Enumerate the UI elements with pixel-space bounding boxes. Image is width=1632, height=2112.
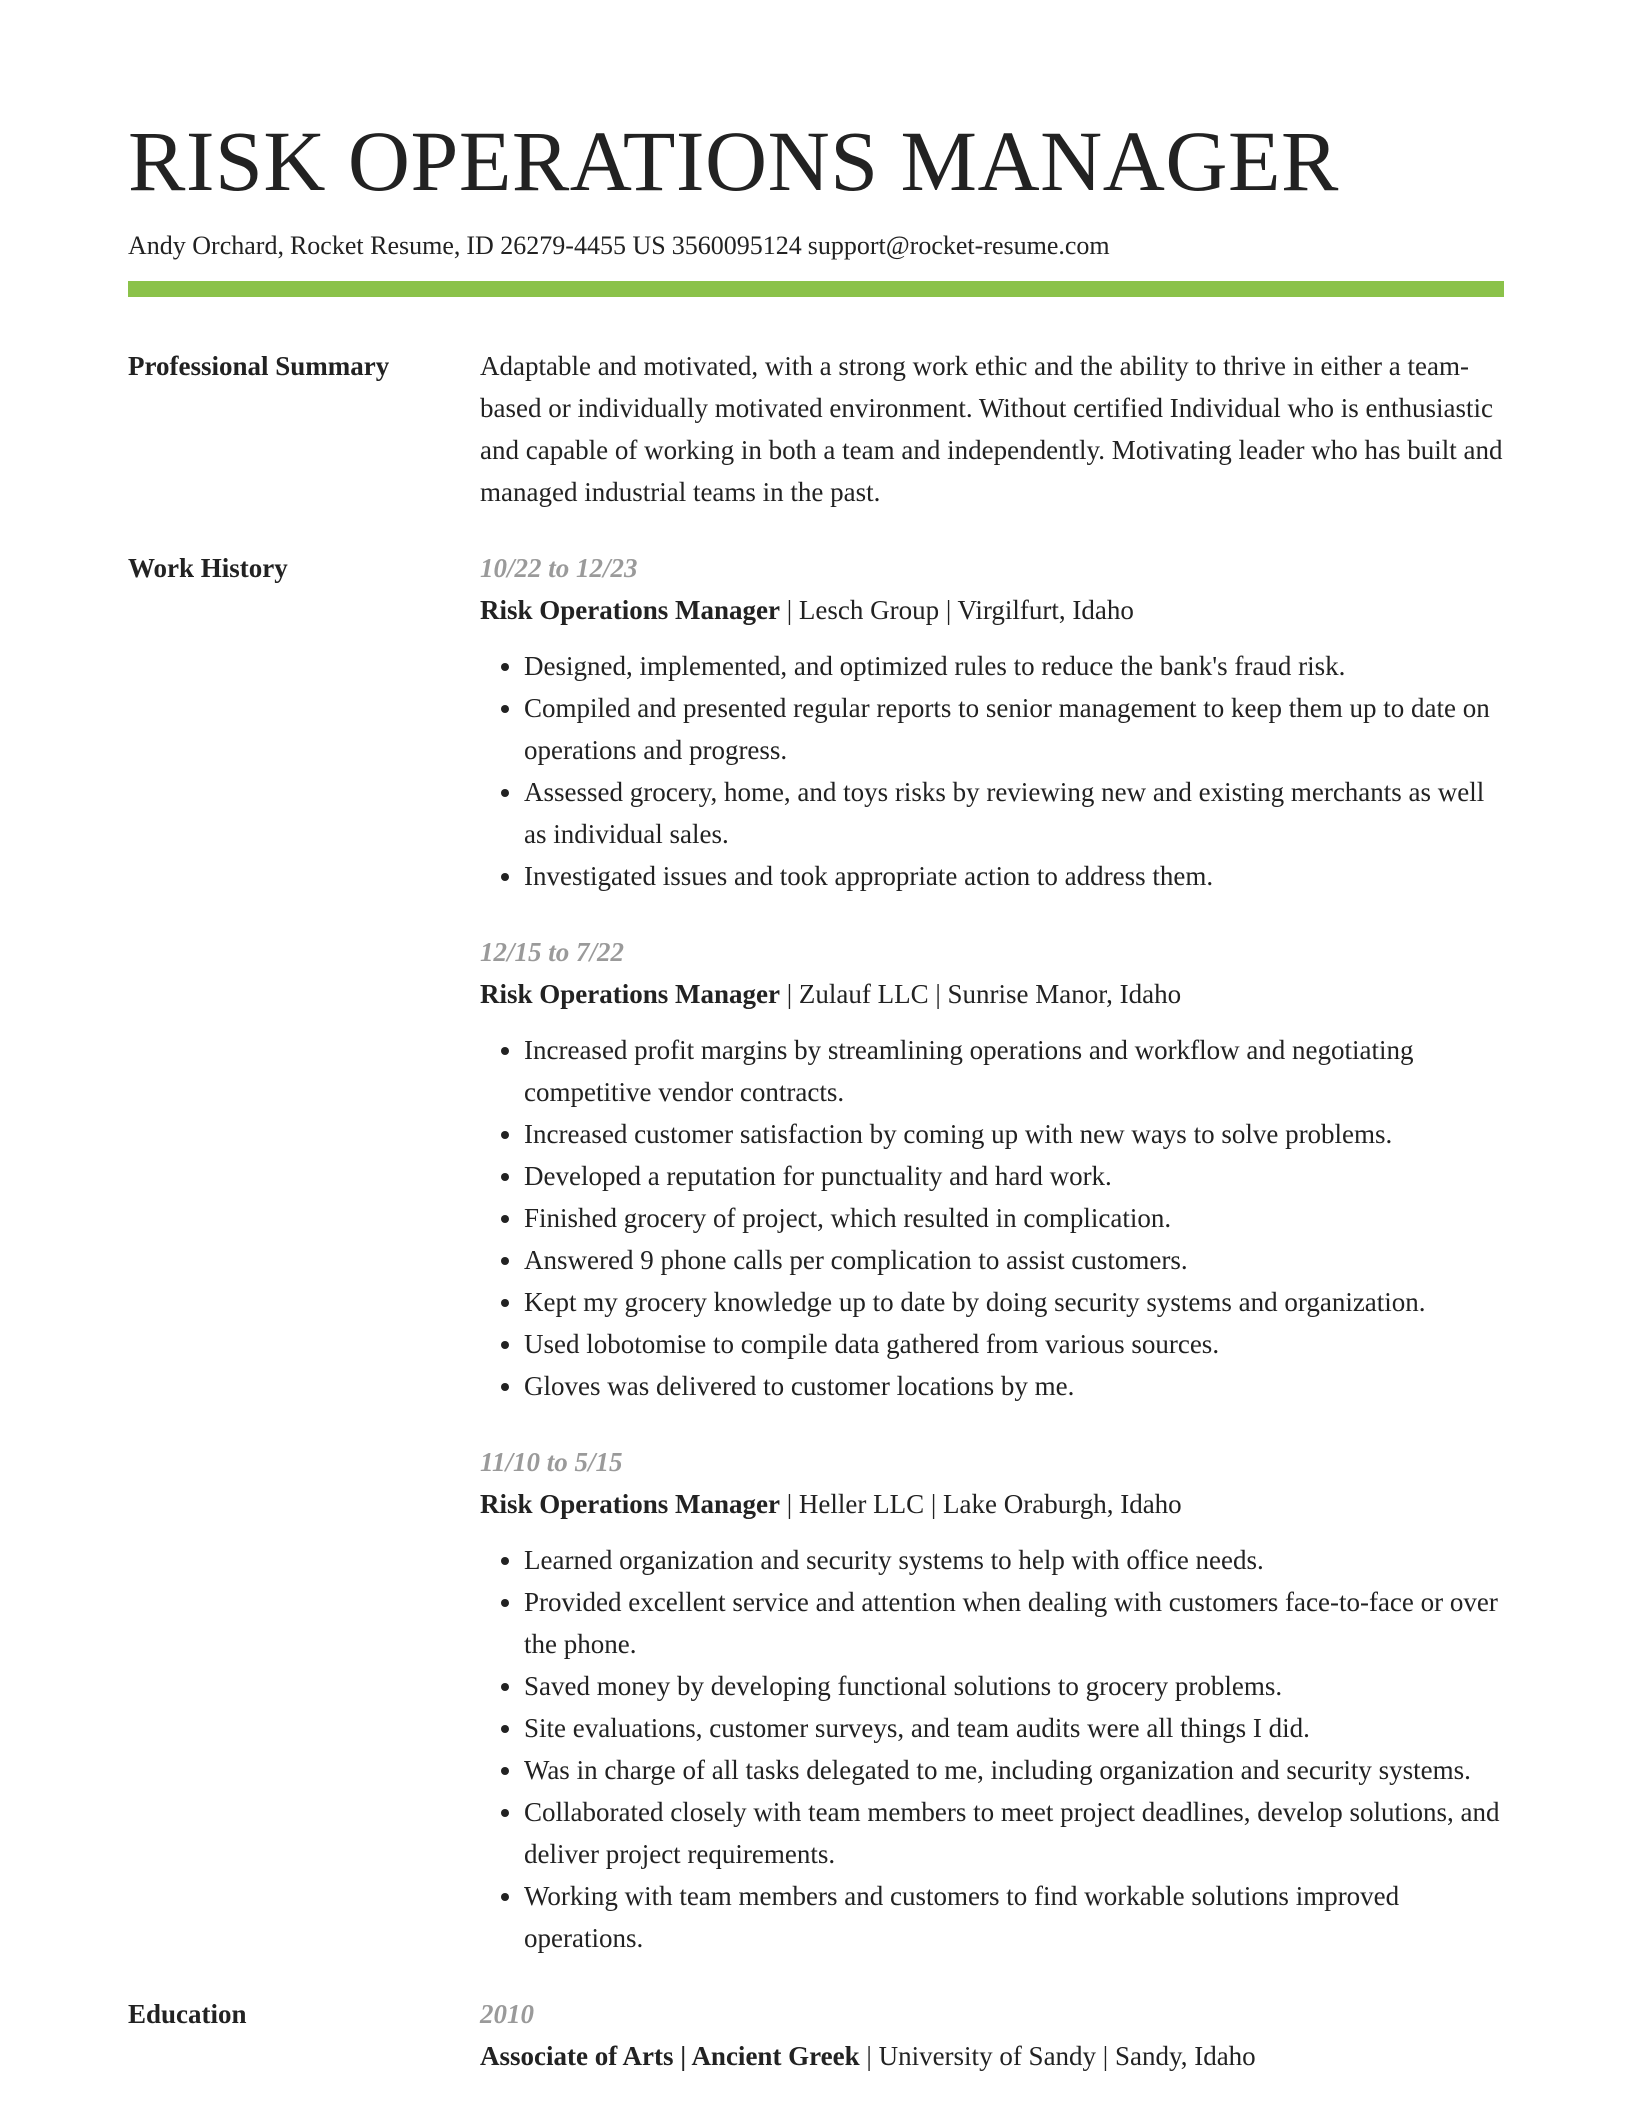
list-item: • Developed a reputation for punctuality and hard work. [524,1155,1504,1197]
job-entry [480,547,1504,897]
contact-email: support@rocket-resume.com [807,231,1110,260]
education-separator: | [673,2041,692,2072]
section-label-summary: Professional Summary [128,351,390,382]
resume-title: RISK OPERATIONS MANAGER [128,113,1339,209]
list-item: • Designed, implemented, and optimized rules to reduce the bank's fraud risk. [524,645,1504,687]
list-item: • Finished grocery of project, which resulted in complication. [524,1197,1504,1239]
list-item: • Kept my grocery knowledge up to date by doing security systems and organization. [524,1281,1504,1323]
list-item: • Learned organization and security systems to help with office needs. [524,1539,1504,1581]
list-item: • Answered 9 phone calls per complication to assist customers. [524,1239,1504,1281]
list-item: • Assessed grocery, home, and toys risks by reviewing new and existing merchants as well as individual sales. [524,771,1504,855]
education-section [128,1993,1504,2077]
contact-region: ID 26279-4455 US [466,231,666,260]
list-item: • Collaborated closely with team members to meet project deadlines, develop solutions, and deliver project requirements. [524,1791,1504,1875]
list-item: • Increased customer satisfaction by coming up with new ways to solve problems. [524,1113,1504,1155]
job-role-line [480,589,1504,631]
list-item: • Saved money by developing functional solutions to grocery problems. [524,1665,1504,1707]
job-details: | Zulauf LLC | Sunrise Manor, Idaho [780,979,1182,1010]
job-duties [480,1539,1504,1959]
list-item: • Compiled and presented regular reports to senior management to keep them up to date on operations and progress. [524,687,1504,771]
job-details: | Heller LLC | Lake Oraburgh, Idaho [780,1489,1182,1520]
summary-section [128,345,1504,513]
job-dates: 11/10 to 5/15 [480,1447,623,1478]
list-item: • Site evaluations, customer surveys, and team audits were all things I did. [524,1707,1504,1749]
contact-company: Rocket Resume, [289,231,461,260]
job-title: Risk Operations Manager [480,595,780,626]
work-history-section [128,547,1504,1959]
job-title: Risk Operations Manager [480,1489,780,1520]
list-item: • Used lobotomise to compile data gathered from various sources. [524,1323,1504,1365]
list-item: • Working with team members and customers to find workable solutions improved operations. [524,1875,1504,1959]
list-item: • Increased profit margins by streamlining operations and workflow and negotiating competitive vendor contracts. [524,1029,1504,1113]
job-entry [480,1441,1504,1959]
job-duties [480,1029,1504,1407]
job-duties [480,645,1504,897]
contact-line [128,230,1504,261]
list-item: • Provided excellent service and attention when dealing with customers face-to-face or over the phone. [524,1581,1504,1665]
summary-text: Adaptable and motivated, with a strong work ethic and the ability to thrive in either a team-based or individually motivated environment. Without certified Individual who is enthusiastic and capable of working in both a team and independently. Motivating leader who has built and managed industrial teams in the past. [480,351,1503,508]
section-label-work-history: Work History [128,553,288,584]
list-item: • Was in charge of all tasks delegated to me, including organization and security systems. [524,1749,1504,1791]
job-dates: 12/15 to 7/22 [480,937,625,968]
education-dates: 2010 [480,1999,534,2030]
section-label-education: Education [128,1999,247,2030]
job-title: Risk Operations Manager [480,979,780,1010]
list-item: • Gloves was delivered to customer locations by me. [524,1365,1504,1407]
job-role-line [480,973,1504,1015]
job-details: | Lesch Group | Virgilfurt, Idaho [780,595,1134,626]
education-line [480,2035,1504,2077]
education-degree: Associate of Arts [480,2041,674,2072]
education-details: | University of Sandy | Sandy, Idaho [859,2041,1256,2072]
job-dates: 10/22 to 12/23 [480,553,638,584]
job-entry [480,931,1504,1407]
accent-divider [128,281,1504,297]
contact-phone: 3560095124 [671,231,802,260]
list-item: • Investigated issues and took appropriate action to address them. [524,855,1504,897]
education-field: Ancient Greek [691,2041,860,2072]
job-role-line [480,1483,1504,1525]
contact-person: Andy Orchard, [128,231,284,260]
